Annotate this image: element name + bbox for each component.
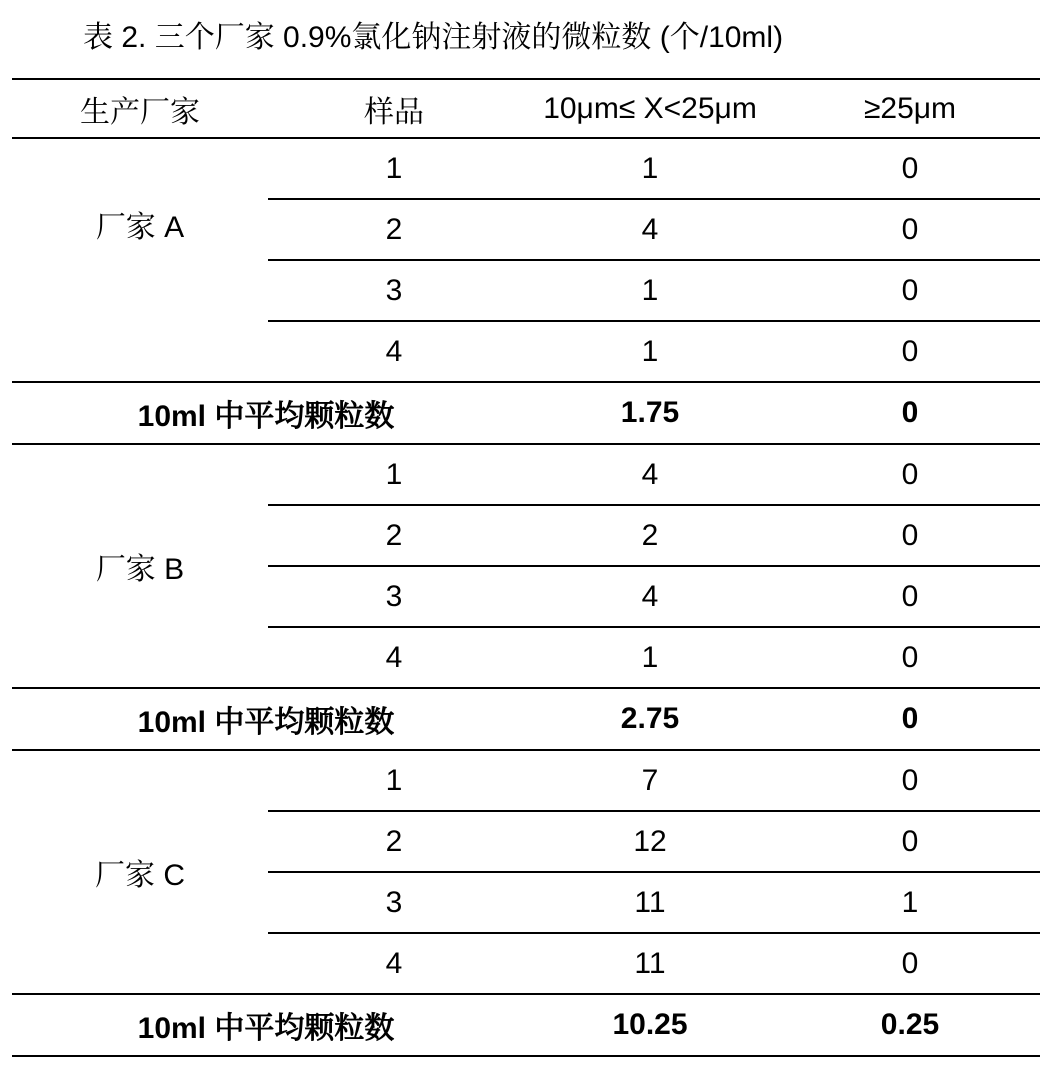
sample-number-cell: 4 bbox=[385, 640, 403, 674]
average-10-25um-cell: 2.75 bbox=[520, 688, 780, 750]
particle-count-ge-25um-cell: 0 bbox=[780, 505, 1040, 566]
particle-count-table bbox=[12, 78, 1040, 1057]
particle-count-10-25um-cell: 1 bbox=[641, 640, 659, 674]
particle-count-10-25um-cell: 11 bbox=[520, 872, 780, 933]
particle-count-ge-25um-cell: 0 bbox=[780, 199, 1040, 260]
average-label-cell: 10ml 中平均颗粒数 bbox=[12, 382, 520, 444]
particle-count-ge-25um-cell: 0 bbox=[780, 750, 1040, 811]
sample-number-cell: 1 bbox=[268, 138, 520, 199]
particle-count-10-25um-cell: 1 bbox=[520, 138, 780, 199]
column-header-ge-25um: ≥25μm bbox=[780, 79, 1040, 138]
average-row bbox=[12, 688, 1040, 750]
table-row bbox=[12, 750, 1040, 811]
sample-number-cell: 1 bbox=[268, 750, 520, 811]
table-title: 表 2. 三个厂家 0.9%氯化钠注射液的微粒数 (个/10ml) bbox=[83, 21, 784, 54]
average-ge-25um-cell: 0.25 bbox=[780, 994, 1040, 1056]
sample-number-cell: 2 bbox=[268, 505, 520, 566]
particle-count-10-25um-cell: 1 bbox=[641, 334, 659, 368]
average-ge-25um-cell: 0 bbox=[780, 382, 1040, 444]
sample-number-cell: 4 bbox=[385, 334, 403, 368]
sample-number-cell: 3 bbox=[268, 872, 520, 933]
particle-count-10-25um-cell: 11 bbox=[634, 946, 666, 980]
average-row bbox=[12, 382, 1040, 444]
table-row bbox=[12, 138, 1040, 199]
manufacturer-label: 厂家 C bbox=[95, 859, 185, 892]
particle-count-10-25um-cell: 1 bbox=[520, 260, 780, 321]
manufacturer-cell bbox=[12, 750, 268, 994]
average-10-25um-cell: 1.75 bbox=[520, 382, 780, 444]
average-label-cell: 10ml 中平均颗粒数 bbox=[12, 994, 520, 1056]
sample-number-cell: 1 bbox=[268, 444, 520, 505]
header-row bbox=[12, 79, 1040, 138]
sample-number-cell: 3 bbox=[268, 566, 520, 627]
sample-number-cell: 4 bbox=[385, 946, 403, 980]
sample-number-cell: 2 bbox=[268, 199, 520, 260]
sample-number-cell: 2 bbox=[268, 811, 520, 872]
table-row bbox=[12, 444, 1040, 505]
particle-count-10-25um-cell: 4 bbox=[520, 566, 780, 627]
particle-count-ge-25um-cell: 0 bbox=[780, 260, 1040, 321]
average-ge-25um-cell: 0 bbox=[780, 688, 1040, 750]
particle-count-10-25um-cell: 4 bbox=[520, 199, 780, 260]
particle-count-ge-25um-cell: 0 bbox=[780, 566, 1040, 627]
particle-count-ge-25um-cell: 0 bbox=[901, 640, 919, 674]
average-row bbox=[12, 994, 1040, 1056]
particle-count-ge-25um-cell: 0 bbox=[780, 444, 1040, 505]
manufacturer-label: 厂家 A bbox=[95, 211, 185, 244]
particle-count-ge-25um-cell: 0 bbox=[901, 334, 919, 368]
average-10-25um-cell: 10.25 bbox=[520, 994, 780, 1056]
particle-count-10-25um-cell: 4 bbox=[520, 444, 780, 505]
particle-count-10-25um-cell: 12 bbox=[520, 811, 780, 872]
particle-count-ge-25um-cell: 0 bbox=[901, 946, 919, 980]
column-header-sample: 样品 bbox=[268, 79, 520, 138]
manufacturer-label: 厂家 B bbox=[95, 553, 185, 586]
average-label-cell: 10ml 中平均颗粒数 bbox=[12, 688, 520, 750]
particle-count-10-25um-cell: 2 bbox=[520, 505, 780, 566]
column-header-manufacturer: 生产厂家 bbox=[12, 79, 268, 138]
particle-count-ge-25um-cell: 0 bbox=[780, 138, 1040, 199]
manufacturer-cell bbox=[12, 138, 268, 382]
particle-count-ge-25um-cell: 1 bbox=[780, 872, 1040, 933]
manufacturer-cell bbox=[12, 444, 268, 688]
particle-count-10-25um-cell: 7 bbox=[520, 750, 780, 811]
sample-number-cell: 3 bbox=[268, 260, 520, 321]
particle-count-ge-25um-cell: 0 bbox=[780, 811, 1040, 872]
column-header-10-25um: 10μm≤ X<25μm bbox=[520, 79, 780, 138]
